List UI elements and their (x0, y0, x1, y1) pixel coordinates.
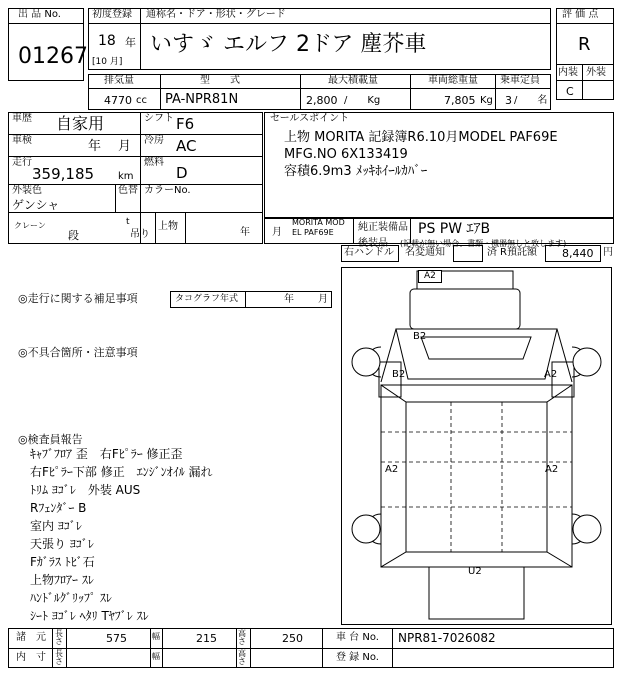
aftermarket-note: (記載が無い場合、書類・機器無しと致します) (400, 239, 567, 248)
color-no-label: 色替 (118, 185, 138, 196)
first-reg-label: 初度登録 (92, 9, 132, 20)
fuel-value: D (176, 164, 188, 182)
ext-color-value: ゲンシャ (12, 198, 60, 212)
aftermarket-label: 後装品 (358, 238, 388, 249)
sales-line-1: 上物 MORITA 記録簿R6.10月MODEL PAF69E (284, 130, 558, 145)
mark-cab: B2 (413, 331, 427, 342)
mileage-label: 走行 (12, 157, 32, 168)
upper-month: 月 (272, 227, 282, 238)
length-label-inner: 長さ (55, 649, 63, 666)
interior-label: 内装 (558, 67, 578, 78)
mark-rear: U2 (468, 566, 482, 577)
max-load-value: 2,800 (306, 94, 338, 107)
mileage-value: 359,185 (32, 165, 95, 183)
capacity-label: 乗車定員 (500, 75, 540, 86)
fuel-label: 燃料 (144, 157, 164, 168)
gross-weight-unit: Kg (480, 95, 493, 106)
upper-label: 上物 (158, 221, 178, 232)
driving-remarks-label: ◎走行に関する補足事項 (18, 292, 138, 305)
reg-year-unit: 年 (125, 36, 136, 49)
score-label: 評 価 点 (562, 9, 599, 20)
length-label: 長さ (55, 629, 63, 646)
history-value: 自家用 (56, 114, 105, 133)
shift-value: F6 (176, 115, 195, 133)
reg-month: [10 月] (92, 57, 123, 67)
exterior-label: 外装 (586, 67, 606, 78)
capacity-unit: / 名 (514, 95, 548, 106)
mark-left-body: A2 (385, 464, 399, 475)
mark-right-front: A2 (544, 369, 558, 380)
inspector-line: 右Fﾋﾟﾗｰ下部 修正 ｴﾝｼﾞﾝｵｲﾙ 漏れ (30, 465, 213, 479)
dims-label: 諸 元 (16, 632, 46, 643)
recycle-label: R預託額 (500, 247, 537, 258)
width-label: 幅 (152, 632, 160, 641)
inspector-line: 上物ﾌﾛｱｰ ｽﾚ (30, 573, 94, 587)
inspection-month: 月 (118, 139, 132, 154)
ac-label: 冷房 (144, 135, 164, 146)
tacho-label: タコグラフ年式 (175, 294, 239, 304)
owner-change-box (453, 245, 483, 262)
length-value: 575 (106, 632, 127, 645)
crane-label: クレーン (14, 221, 46, 230)
height-value: 250 (282, 632, 303, 645)
inspector-line: ｷｬﾌﾞﾌﾛｱ 歪 右Fﾋﾟﾗｰ 修正歪 (30, 447, 183, 461)
tacho-month: 月 (318, 294, 328, 305)
score-value: R (578, 34, 591, 55)
chassis-value: NPR81-7026082 (398, 631, 496, 645)
crane-dan: 段 (68, 229, 79, 242)
equipment-label: 純正装備品 (358, 222, 408, 233)
equipment-value: PS PW ｴｱB (418, 221, 491, 237)
inspector-line: ﾄﾘﾑ ﾖｺﾞﾚ 外装 AUS (30, 483, 141, 497)
displacement-label: 排気量 (104, 75, 134, 86)
defect-remarks-label: ◎不具合箇所・注意事項 (18, 346, 138, 359)
owner-change-label: 名変通知 (405, 247, 445, 258)
tacho-year: 年 (284, 294, 294, 305)
lot-number: 01267 (18, 44, 88, 69)
gross-weight-value: 7,805 (444, 94, 476, 107)
car-name: いすゞ エルフ 2ドア 塵芥車 (150, 32, 427, 57)
chassis-label: 車 台 No. (336, 632, 379, 643)
gross-weight-label: 車両総重量 (428, 75, 478, 86)
shift-label: シフト (144, 113, 174, 124)
lot-label: 出 品 No. (18, 9, 61, 20)
wheel-front-left (352, 348, 380, 376)
width-value: 215 (196, 632, 217, 645)
sales-line-3: 容積6.9m3 ﾒｯｷﾎｲｰﾙｶﾊﾞｰ (284, 164, 428, 179)
inspector-line: 室内 ﾖｺﾞﾚ (30, 519, 82, 533)
inspector-line: ｼｰﾄ ﾖｺﾞﾚ ﾍﾀﾘ Tﾔﾌﾞﾚ ｽﾚ (30, 609, 149, 623)
recycle-unit: 円 (603, 247, 613, 258)
inspection-year: 年 (88, 139, 102, 154)
type-label: 型 式 (200, 75, 240, 86)
width-label-inner: 幅 (152, 652, 160, 661)
wheel-rear-left (352, 515, 380, 543)
inner-label: 内 寸 (16, 652, 46, 663)
recycle-prefix: 済 (487, 247, 497, 258)
reg-year: 18 (98, 33, 116, 49)
reg-no-label: 登 録 No. (336, 652, 379, 663)
mark-top: A2 (418, 270, 442, 283)
interior-grade: C (566, 85, 574, 98)
upper-year: 年 (240, 227, 250, 238)
upper-model: MORITA MOD EL PAF69E (292, 218, 345, 237)
ac-value: AC (176, 137, 197, 155)
sales-points-label: セールスポイント (270, 113, 350, 124)
max-load-label: 最大積載量 (328, 75, 378, 86)
inspector-line: Fｶﾞﾗｽ ﾄﾋﾞ石 (30, 555, 95, 569)
capacity-value: 3 (505, 94, 512, 107)
displacement-value: 4770 (104, 94, 132, 107)
history-label: 車歴 (12, 113, 32, 124)
wheel-front-right (573, 348, 601, 376)
inspector-report-label: ◎検査員報告 (18, 433, 83, 446)
steering-value: 右ハンドル (344, 247, 394, 258)
model-label: 通称名・ドア・形状・グレード (146, 9, 286, 20)
displacement-unit: cc (136, 95, 147, 106)
crane-ton: t (126, 217, 130, 227)
mileage-unit: km (118, 171, 134, 182)
max-load-unit: / Kg (344, 95, 381, 106)
crane-lift: 吊り (130, 229, 150, 240)
ext-color-label: 外装色 (12, 185, 42, 196)
sales-line-2: MFG.NO 6X133419 (284, 147, 408, 162)
inspection-label: 車検 (12, 135, 32, 146)
inspector-line: Rﾌｪﾝﾀﾞｰ B (30, 501, 87, 515)
inspector-line: ﾊﾝﾄﾞﾙｸﾞﾘｯﾌﾟ ｽﾚ (30, 591, 112, 605)
height-label: 高さ (238, 629, 246, 646)
color-no-suffix: カラーNo. (144, 185, 191, 196)
inspector-line: 天張り ﾖｺﾞﾚ (30, 537, 94, 551)
mark-left-front: B2 (392, 369, 406, 380)
wheel-rear-right (573, 515, 601, 543)
mark-right-body: A2 (545, 464, 559, 475)
recycle-value: 8,440 (562, 247, 594, 260)
type-value: PA-NPR81N (165, 92, 239, 107)
height-label-inner: 高さ (238, 649, 246, 666)
